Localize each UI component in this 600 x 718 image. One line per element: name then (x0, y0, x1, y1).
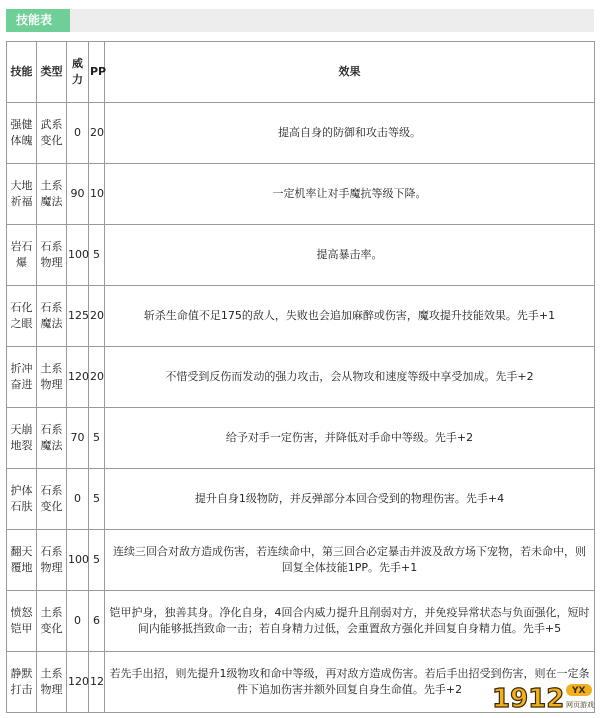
skill-power: 0 (67, 103, 89, 164)
skill-name: 强健体魄 (7, 103, 37, 164)
skill-pp: 20 (89, 347, 105, 408)
table-row (7, 408, 595, 469)
table-row (7, 225, 595, 286)
skill-type: 石系魔法 (37, 286, 67, 347)
skill-pp: 20 (89, 103, 105, 164)
skill-effect: 一定机率让对手魔抗等级下降。 (105, 164, 595, 225)
skill-power: 125 (67, 286, 89, 347)
skill-type: 石系变化 (37, 469, 67, 530)
header-type: 类型 (37, 42, 67, 103)
skill-pp: 5 (89, 469, 105, 530)
skill-name: 折冲奋进 (7, 347, 37, 408)
header-power: 威力 (67, 42, 89, 103)
skill-power: 70 (67, 408, 89, 469)
skill-pp: 20 (89, 286, 105, 347)
table-row (7, 530, 595, 591)
watermark-logo-text: 1912 (492, 684, 565, 712)
skill-name: 天崩地裂 (7, 408, 37, 469)
skill-type: 武系变化 (37, 103, 67, 164)
skill-effect: 若先手出招，则先提升1级物攻和命中等级，再对敌方造成伤害。若后手出招受到伤害，则在一定条件下追加伤害并额外回复自身生命值。先手+2 (105, 652, 595, 713)
skill-power: 100 (67, 530, 89, 591)
skill-effect: 连续三回合对敌方造成伤害，若连续命中，第三回合必定暴击并波及敌方场下宠物，若未命中，则回复全体技能1PP。先手+1 (105, 530, 595, 591)
table-row (7, 347, 595, 408)
skill-name: 翻天覆地 (7, 530, 37, 591)
table-row (7, 103, 595, 164)
skill-effect: 不惜受到反伤而发动的强力攻击，会从物攻和速度等级中享受加成。先手+2 (105, 347, 595, 408)
skill-type: 土系变化 (37, 591, 67, 652)
skill-name: 愤怒铠甲 (7, 591, 37, 652)
skill-effect: 给予对手一定伤害，并降低对手命中等级。先手+2 (105, 408, 595, 469)
table-row (7, 164, 595, 225)
skill-power: 90 (67, 164, 89, 225)
site-watermark-logo (488, 682, 596, 712)
watermark-tagline: 网页游戏 (566, 701, 594, 709)
skill-effect: 提升自身1级物防，并反弹部分本回合受到的物理伤害。先手+4 (105, 469, 595, 530)
skill-type: 石系魔法 (37, 408, 67, 469)
skill-effect: 提高暴击率。 (105, 225, 595, 286)
table-header-row (7, 42, 595, 103)
skill-name: 石化之眼 (7, 286, 37, 347)
skill-pp: 5 (89, 408, 105, 469)
skill-pp: 12 (89, 652, 105, 713)
skill-type: 石系物理 (37, 225, 67, 286)
skill-type: 土系物理 (37, 347, 67, 408)
header-pp: PP (89, 42, 105, 103)
header-skill: 技能 (7, 42, 37, 103)
skill-effect: 提高自身的防御和攻击等级。 (105, 103, 595, 164)
skill-power: 0 (67, 469, 89, 530)
skill-name: 护体石肤 (7, 469, 37, 530)
skill-effect: 斩杀生命值不足175的敌人，失败也会追加麻醉或伤害，魔攻提升技能效果。先手+1 (105, 286, 595, 347)
skill-name: 静默打击 (7, 652, 37, 713)
skill-name: 大地祈福 (7, 164, 37, 225)
table-row (7, 469, 595, 530)
header-effect: 效果 (105, 42, 595, 103)
skill-pp: 5 (89, 530, 105, 591)
section-title-bar (6, 9, 594, 32)
skill-name: 岩石爆 (7, 225, 37, 286)
skill-type: 土系物理 (37, 652, 67, 713)
table-row (7, 286, 595, 347)
table-row (7, 591, 595, 652)
skill-power: 120 (67, 652, 89, 713)
skill-power: 100 (67, 225, 89, 286)
skill-power: 0 (67, 591, 89, 652)
skill-pp: 6 (89, 591, 105, 652)
skill-pp: 5 (89, 225, 105, 286)
skill-effect: 铠甲护身，独善其身。净化自身，4回合内威力提升且削弱对方，并免疫异常状态与负面强化，短时间内能够抵挡致命一击；若自身精力过低，会重置敌方强化并回复自身精力值。先手+5 (105, 591, 595, 652)
skill-table (6, 41, 595, 713)
skill-type: 土系魔法 (37, 164, 67, 225)
section-title: 技能表 (6, 9, 70, 32)
skill-power: 120 (67, 347, 89, 408)
skill-pp: 10 (89, 164, 105, 225)
skill-type: 石系物理 (37, 530, 67, 591)
watermark-badge: YX (572, 686, 586, 696)
